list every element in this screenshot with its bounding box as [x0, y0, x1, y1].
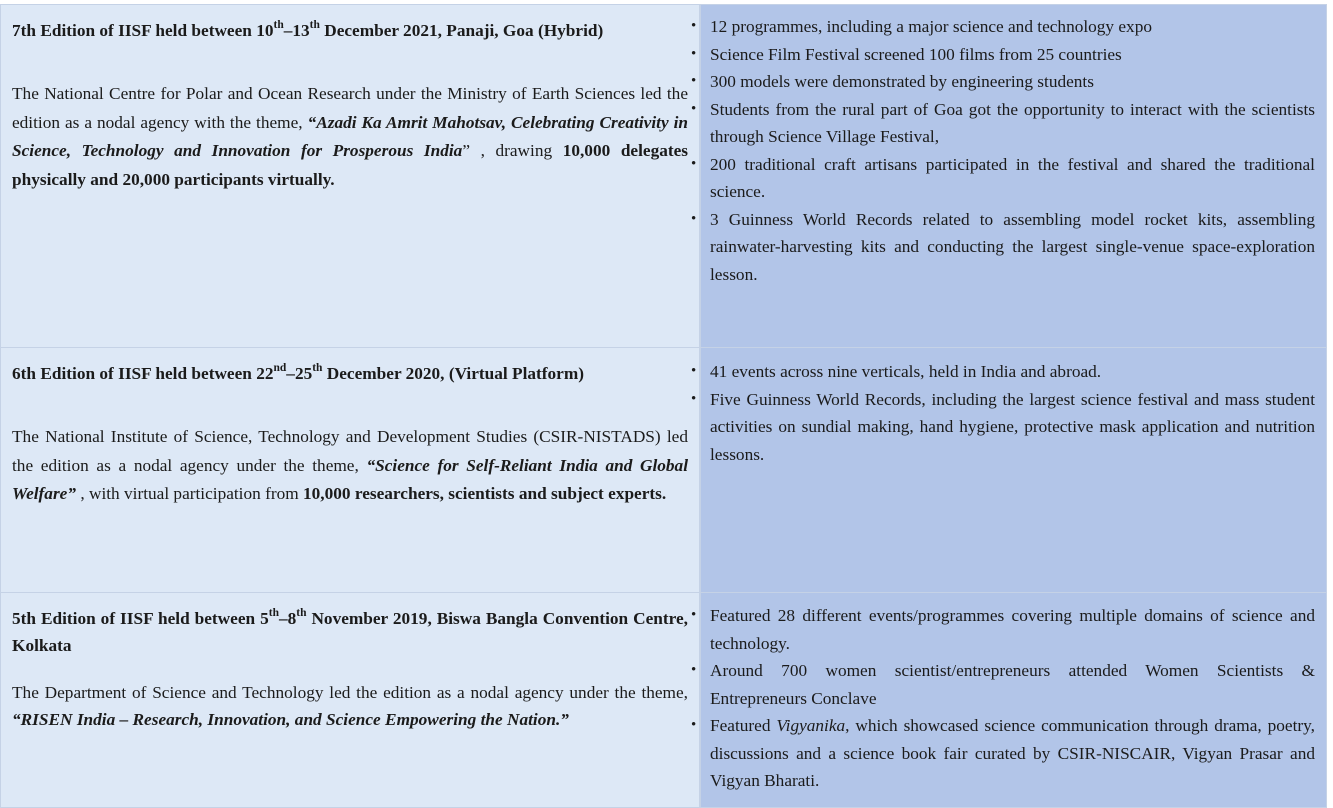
edition-description: The National Centre for Polar and Ocean Research under the Ministry of Earth Sciences led the edition as a nodal agency with the theme, “Azadi Ka Amrit Mahotsav, Celebrating Creativity in Science, Technology and Innovation for Prosperous India” , drawing 10,000 delegates physically and 20,000 participants virtually. [12, 84, 688, 189]
highlights-cell [691, 4, 1327, 348]
list-item: • 3 Guinness World Records related to assembling model rocket kits, assembling rainwater-harvesting kits and conducting the largest single-venue space-exploration lesson. [691, 209, 1315, 284]
table-row [0, 347, 1333, 593]
edition-cell [0, 4, 700, 348]
edition-title: 6th Edition of IISF held between 22nd–25th December 2020, (Virtual Platform) [12, 362, 584, 383]
list-item: • 200 traditional craft artisans participated in the festival and shared the traditional science. [691, 154, 1315, 201]
list-item: • Featured Vigyanika, which showcased science communication through drama, poetry, discussions and a science book fair curated by CSIR-NISCAIR, Vigyan Prasar and Vigyan Bharati. [691, 716, 1315, 790]
list-item: • Five Guinness World Records, including the largest science festival and mass student activities on sundial making, hand hygiene, protective mask application and nutrition lessons. [691, 389, 1315, 464]
highlights-list [691, 358, 1315, 468]
table-row [0, 4, 1333, 348]
list-item: • Around 700 women scientist/entrepreneurs attended Women Scientists & Entrepreneurs Conclave [691, 661, 1315, 708]
list-item: • 12 programmes, including a major science and technology expo [691, 17, 1152, 36]
list-item: • Featured 28 different events/programmes covering multiple domains of science and technology. [691, 606, 1315, 653]
table-row [0, 592, 1333, 808]
edition-cell [0, 347, 700, 593]
highlights-cell [691, 592, 1327, 808]
list-item: • Students from the rural part of Goa got the opportunity to interact with the scientists through Science Village Festival, [691, 99, 1315, 146]
highlights-list [691, 13, 1315, 288]
list-item: • 300 models were demonstrated by engineering students [691, 72, 1094, 91]
list-item: • Science Film Festival screened 100 films from 25 countries [691, 44, 1122, 64]
edition-description: The National Institute of Science, Technology and Development Studies (CSIR-NISTADS) led the edition as a nodal agency under the theme, “Science for Self-Reliant India and Global Welfare” , with virtual participation from 10,000 researchers, scientists and subject experts. [12, 427, 689, 503]
highlights-list [691, 602, 1315, 795]
list-item: • 41 events across nine verticals, held in India and abroad. [691, 362, 1102, 381]
edition-cell [0, 592, 700, 808]
edition-title: 7th Edition of IISF held between 10th–13th December 2021, Panaji, Goa (Hybrid) [12, 19, 604, 40]
edition-description: The Department of Science and Technology led the edition as a nodal agency under the theme, “RISEN India – Research, Innovation, and Science Empowering the Nation.” [12, 683, 688, 729]
highlights-cell [691, 347, 1327, 593]
edition-title: 5th Edition of IISF held between 5th–8th November 2019, Biswa Bangla Convention Centre, Kolkata [12, 607, 688, 655]
